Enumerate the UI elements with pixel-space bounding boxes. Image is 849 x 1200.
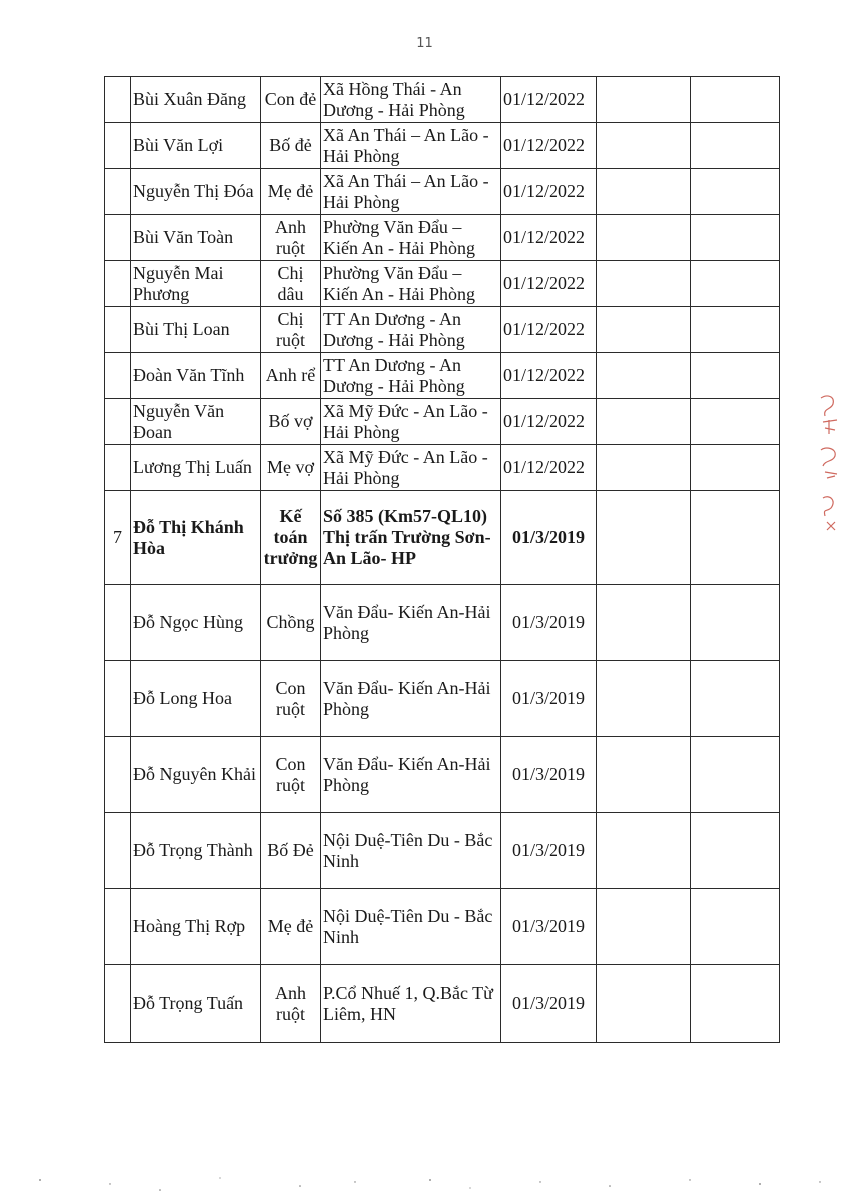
extra-cell-1 <box>597 813 691 889</box>
extra-cell-2 <box>691 491 780 585</box>
stt-cell <box>105 77 131 123</box>
extra-cell-2 <box>691 261 780 307</box>
address-cell: Phường Văn Đẩu – Kiến An - Hải Phòng <box>321 215 501 261</box>
relation-cell: Con ruột <box>261 661 321 737</box>
address-cell: Văn Đẩu- Kiến An-Hải Phòng <box>321 661 501 737</box>
table-row <box>105 307 780 353</box>
relation-cell: Kế toán trưởng <box>261 491 321 585</box>
extra-cell-1 <box>597 353 691 399</box>
address-cell: Xã Mỹ Đức - An Lão - Hải Phòng <box>321 399 501 445</box>
relatives-table <box>104 76 780 1043</box>
date-cell: 01/12/2022 <box>501 123 597 169</box>
table-row <box>105 491 780 585</box>
date-cell: 01/3/2019 <box>501 585 597 661</box>
name-cell: Đoàn Văn Tĩnh <box>131 353 261 399</box>
address-cell: Xã Mỹ Đức - An Lão - Hải Phòng <box>321 445 501 491</box>
relation-cell: Anh rể <box>261 353 321 399</box>
stt-cell <box>105 169 131 215</box>
extra-cell-1 <box>597 77 691 123</box>
address-cell: Văn Đẩu- Kiến An-Hải Phòng <box>321 585 501 661</box>
extra-cell-2 <box>691 77 780 123</box>
table-row <box>105 737 780 813</box>
relation-cell: Chị dâu <box>261 261 321 307</box>
stt-cell <box>105 661 131 737</box>
extra-cell-1 <box>597 445 691 491</box>
relation-cell: Anh ruột <box>261 215 321 261</box>
address-cell: P.Cổ Nhuế 1, Q.Bắc Từ Liêm, HN <box>321 965 501 1043</box>
stt-cell <box>105 737 131 813</box>
extra-cell-1 <box>597 399 691 445</box>
date-cell: 01/3/2019 <box>501 889 597 965</box>
stt-cell <box>105 353 131 399</box>
date-cell: 01/12/2022 <box>501 307 597 353</box>
extra-cell-2 <box>691 169 780 215</box>
date-cell: 01/3/2019 <box>501 965 597 1043</box>
extra-cell-2 <box>691 445 780 491</box>
date-cell: 01/12/2022 <box>501 399 597 445</box>
stt-cell <box>105 399 131 445</box>
date-cell: 01/3/2019 <box>501 661 597 737</box>
name-cell: Đỗ Ngọc Hùng <box>131 585 261 661</box>
name-cell: Đỗ Nguyên Khải <box>131 737 261 813</box>
extra-cell-2 <box>691 889 780 965</box>
date-cell: 01/3/2019 <box>501 813 597 889</box>
stt-cell <box>105 889 131 965</box>
extra-cell-1 <box>597 585 691 661</box>
table-row <box>105 261 780 307</box>
extra-cell-2 <box>691 353 780 399</box>
name-cell: Nguyễn Thị Đóa <box>131 169 261 215</box>
address-cell: Nội Duệ-Tiên Du - Bắc Ninh <box>321 889 501 965</box>
extra-cell-1 <box>597 261 691 307</box>
name-cell: Nguyễn Văn Đoan <box>131 399 261 445</box>
stt-cell <box>105 215 131 261</box>
stt-cell <box>105 445 131 491</box>
extra-cell-1 <box>597 965 691 1043</box>
stt-cell <box>105 261 131 307</box>
extra-cell-2 <box>691 585 780 661</box>
table-row <box>105 169 780 215</box>
name-cell: Hoàng Thị Rợp <box>131 889 261 965</box>
name-cell: Bùi Thị Loan <box>131 307 261 353</box>
extra-cell-2 <box>691 399 780 445</box>
extra-cell-2 <box>691 123 780 169</box>
table-row <box>105 965 780 1043</box>
address-cell: Xã Hồng Thái - An Dương - Hải Phòng <box>321 77 501 123</box>
extra-cell-2 <box>691 661 780 737</box>
relation-cell: Con ruột <box>261 737 321 813</box>
address-cell: TT An Dương - An Dương - Hải Phòng <box>321 353 501 399</box>
name-cell: Đỗ Trọng Thành <box>131 813 261 889</box>
side-stamp-mark <box>815 390 845 540</box>
address-cell: Phường Văn Đẩu – Kiến An - Hải Phòng <box>321 261 501 307</box>
name-cell: Nguyễn Mai Phương <box>131 261 261 307</box>
extra-cell-2 <box>691 215 780 261</box>
name-cell: Đỗ Trọng Tuấn <box>131 965 261 1043</box>
relation-cell: Mẹ đẻ <box>261 889 321 965</box>
extra-cell-1 <box>597 889 691 965</box>
stt-cell <box>105 307 131 353</box>
table-row <box>105 123 780 169</box>
date-cell: 01/12/2022 <box>501 169 597 215</box>
name-cell: Đỗ Long Hoa <box>131 661 261 737</box>
relation-cell: Bố Đẻ <box>261 813 321 889</box>
address-cell: Xã An Thái – An Lão - Hải Phòng <box>321 123 501 169</box>
relation-cell: Bố đẻ <box>261 123 321 169</box>
extra-cell-1 <box>597 737 691 813</box>
name-cell: Bùi Văn Toàn <box>131 215 261 261</box>
table-row <box>105 445 780 491</box>
scan-noise <box>0 1160 849 1200</box>
relation-cell: Chị ruột <box>261 307 321 353</box>
table-row <box>105 77 780 123</box>
stt-cell <box>105 813 131 889</box>
name-cell: Lương Thị Luấn <box>131 445 261 491</box>
stt-cell: 7 <box>105 491 131 585</box>
table-row <box>105 353 780 399</box>
table-row <box>105 215 780 261</box>
date-cell: 01/12/2022 <box>501 261 597 307</box>
date-cell: 01/12/2022 <box>501 445 597 491</box>
table-row <box>105 813 780 889</box>
table-row <box>105 585 780 661</box>
relation-cell: Mẹ vợ <box>261 445 321 491</box>
name-cell: Bùi Xuân Đăng <box>131 77 261 123</box>
extra-cell-1 <box>597 661 691 737</box>
stt-cell <box>105 965 131 1043</box>
relation-cell: Mẹ đẻ <box>261 169 321 215</box>
extra-cell-1 <box>597 491 691 585</box>
extra-cell-2 <box>691 737 780 813</box>
relation-cell: Anh ruột <box>261 965 321 1043</box>
extra-cell-1 <box>597 169 691 215</box>
name-cell: Bùi Văn Lợi <box>131 123 261 169</box>
extra-cell-1 <box>597 215 691 261</box>
relation-cell: Bố vợ <box>261 399 321 445</box>
address-cell: Nội Duệ-Tiên Du - Bắc Ninh <box>321 813 501 889</box>
table-row <box>105 889 780 965</box>
relation-cell: Chồng <box>261 585 321 661</box>
table-body <box>105 77 780 1043</box>
date-cell: 01/12/2022 <box>501 215 597 261</box>
date-cell: 01/3/2019 <box>501 737 597 813</box>
relation-cell: Con đẻ <box>261 77 321 123</box>
date-cell: 01/3/2019 <box>501 491 597 585</box>
extra-cell-2 <box>691 813 780 889</box>
name-cell: Đỗ Thị Khánh Hòa <box>131 491 261 585</box>
extra-cell-2 <box>691 307 780 353</box>
table-row <box>105 399 780 445</box>
date-cell: 01/12/2022 <box>501 353 597 399</box>
address-cell: TT An Dương - An Dương - Hải Phòng <box>321 307 501 353</box>
stt-cell <box>105 123 131 169</box>
table-row <box>105 661 780 737</box>
stt-cell <box>105 585 131 661</box>
address-cell: Số 385 (Km57-QL10) Thị trấn Trường Sơn- An Lão- HP <box>321 491 501 585</box>
extra-cell-1 <box>597 307 691 353</box>
date-cell: 01/12/2022 <box>501 77 597 123</box>
page-number: 11 <box>416 36 433 51</box>
address-cell: Xã An Thái – An Lão - Hải Phòng <box>321 169 501 215</box>
address-cell: Văn Đẩu- Kiến An-Hải Phòng <box>321 737 501 813</box>
extra-cell-2 <box>691 965 780 1043</box>
extra-cell-1 <box>597 123 691 169</box>
